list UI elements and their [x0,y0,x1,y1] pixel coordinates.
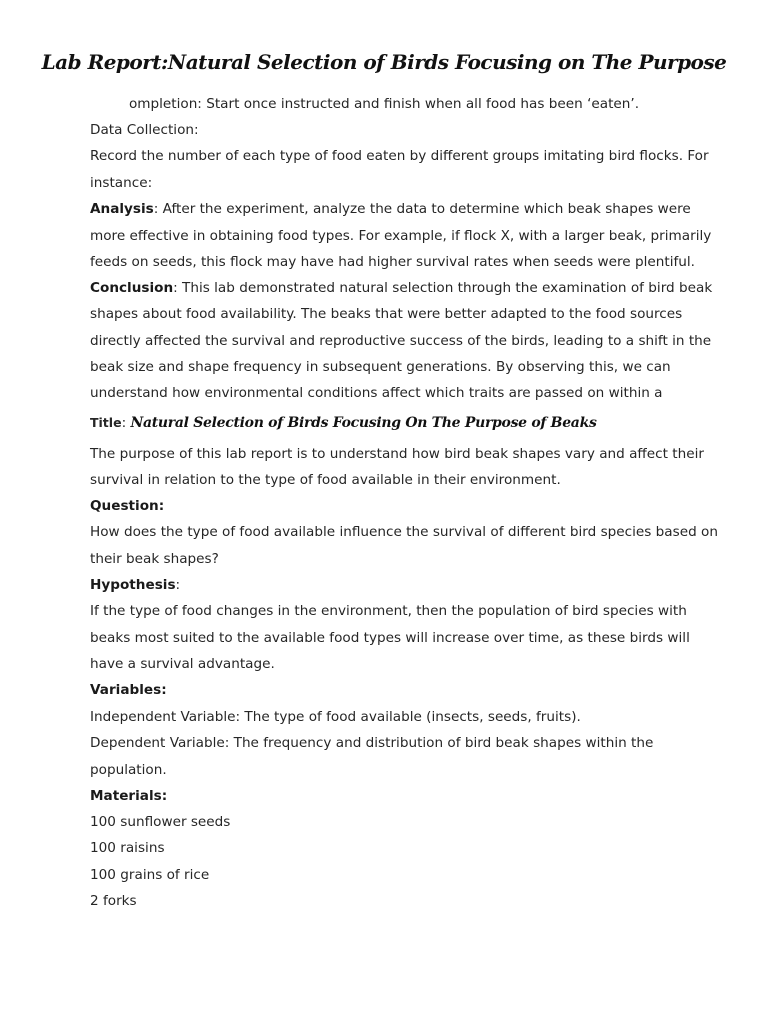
hypothesis-text: beaks most suited to the available food types will increase over time, as these birds will [90,630,690,646]
hypothesis-text: If the type of food changes in the environment, then the population of bird species with [90,603,687,619]
conclusion-text: beak size and shape frequency in subsequent generations. By observing this, we can [90,359,671,375]
question-text: How does the type of food available influence the survival of different bird species based on [90,524,718,540]
dependent-variable: Dependent Variable: The frequency and distribution of bird beak shapes within the [90,735,654,751]
completion-line: ompletion: Start once instructed and finish when all food has been ‘eaten’. [128,96,640,112]
purpose-text: The purpose of this lab report is to understand how bird beak shapes vary and affect their [90,446,704,462]
purpose-text: survival in relation to the type of food available in their environment. [90,472,561,488]
title-colon: : [121,415,131,431]
variables-label: Variables: [90,682,167,698]
analysis-text: feeds on seeds, this flock may have had higher survival rates when seeds were plentiful. [90,254,695,270]
hypothesis-label: Hypothesis [90,577,176,593]
analysis-text: : After the experiment, analyze the data to determine which beak shapes were [153,201,691,217]
analysis-text: more effective in obtaining food types. For example, if flock X, with a larger beak, primarily [90,228,712,244]
hypothesis-colon: : [175,577,181,593]
title-label: Title [90,415,122,430]
data-collection-text: instance: [90,175,153,191]
title-line [90,414,690,432]
conclusion-label: Conclusion [90,280,174,296]
analysis-paragraph [90,200,690,218]
data-collection-text: Record the number of each type of food eaten by different groups imitating bird flocks. For [90,148,709,164]
materials-label: Materials: [90,788,168,804]
conclusion-text: directly affected the survival and reproductive success of the birds, leading to a shift in the [90,333,712,349]
hypothesis-text: have a survival advantage. [90,656,275,672]
independent-variable: Independent Variable: The type of food available (insects, seeds, fruits). [90,709,581,725]
data-collection-heading: Data Collection: [90,122,199,138]
report-title: Natural Selection of Birds Focusing On The Purpose of Beaks [130,415,597,431]
question-label: Question: [90,498,165,514]
conclusion-text: understand how environmental conditions affect which traits are passed on within a [90,385,663,401]
page-title: Lab Report:Natural Selection of Birds Focusing on The Purpose [41,50,727,74]
question-text: their beak shapes? [90,551,219,567]
analysis-label: Analysis [90,201,154,217]
materials-item: 100 raisins [90,840,165,856]
hypothesis-heading [90,576,690,594]
conclusion-paragraph [90,279,713,297]
dependent-variable: population. [90,762,167,778]
conclusion-text: shapes about food availability. The beaks that were better adapted to the food sources [90,306,683,322]
materials-item: 2 forks [90,893,137,909]
conclusion-text: : This lab demonstrated natural selection through the examination of bird beak [173,280,713,296]
materials-item: 100 sunflower seeds [90,814,231,830]
materials-item: 100 grains of rice [90,867,210,883]
